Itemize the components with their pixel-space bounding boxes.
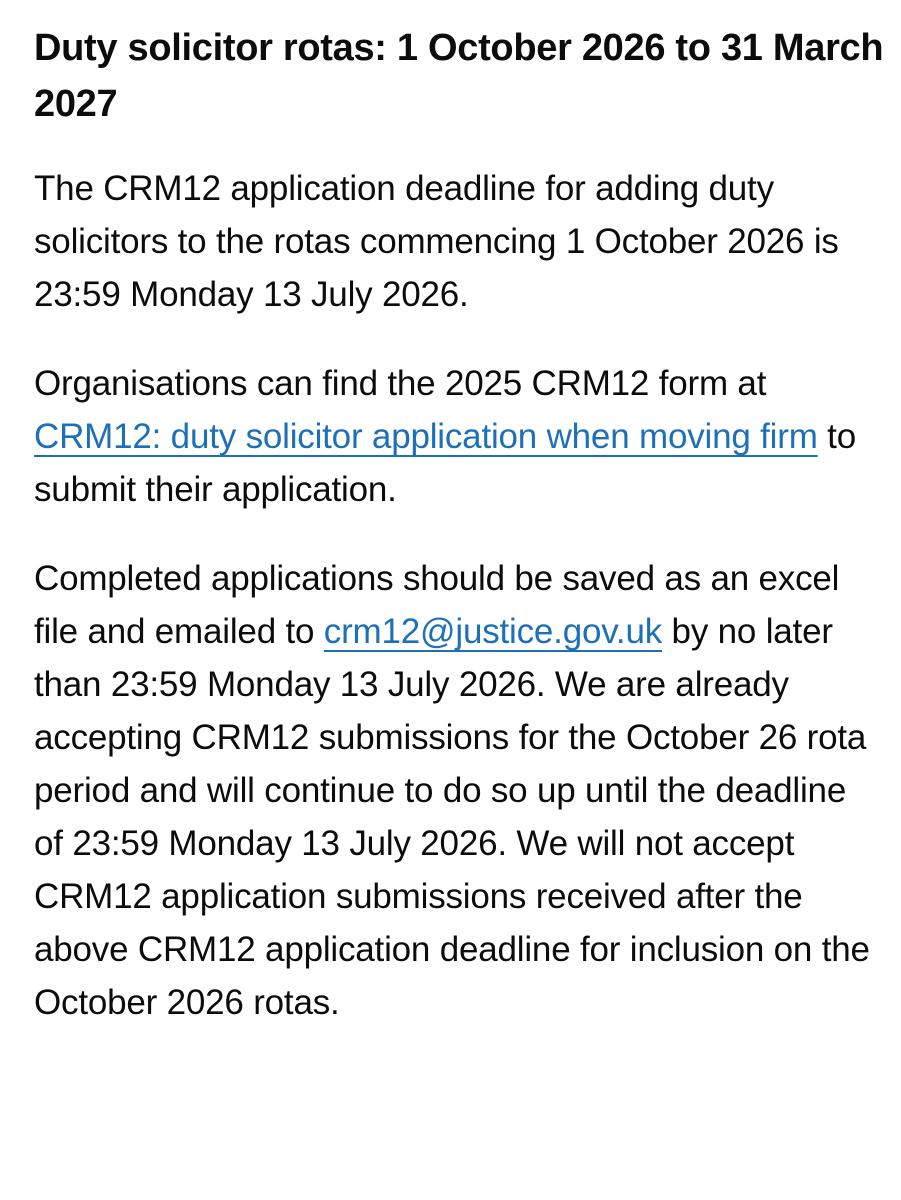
form-paragraph-text-before: Organisations can find the 2025 CRM12 form at bbox=[34, 364, 767, 403]
form-paragraph-text-after: to submit their application. bbox=[34, 417, 856, 509]
crm12-email-link[interactable]: crm12@justice.gov.uk bbox=[323, 612, 663, 651]
main-content bbox=[34, 20, 884, 1065]
deadline-paragraph: The CRM12 application deadline for adding duty solicitors to the rotas commencing 1 October 2026 is 23:59 Monday 13 July 2026. bbox=[34, 169, 839, 314]
submission-paragraph bbox=[34, 552, 884, 1029]
crm12-form-link[interactable]: CRM12: duty solicitor application when moving firm bbox=[34, 417, 818, 456]
submission-paragraph-text-after: by no later than 23:59 Monday 13 July 2026. We are already accepting CRM12 submissions for the October 26 rota period and will continue to do so up until the deadline of 23:59 Monday 13 July 2026. We will not accept CRM12 application submissions received after the above CRM12 application deadline for inclusion on the October 2026 rotas. bbox=[34, 612, 870, 1022]
submission-paragraph-text-before: Completed applications should be saved as an excel file and emailed to bbox=[34, 559, 840, 651]
form-paragraph bbox=[34, 357, 884, 516]
section-heading: Duty solicitor rotas: 1 October 2026 to 31 March 2027 bbox=[34, 27, 884, 125]
